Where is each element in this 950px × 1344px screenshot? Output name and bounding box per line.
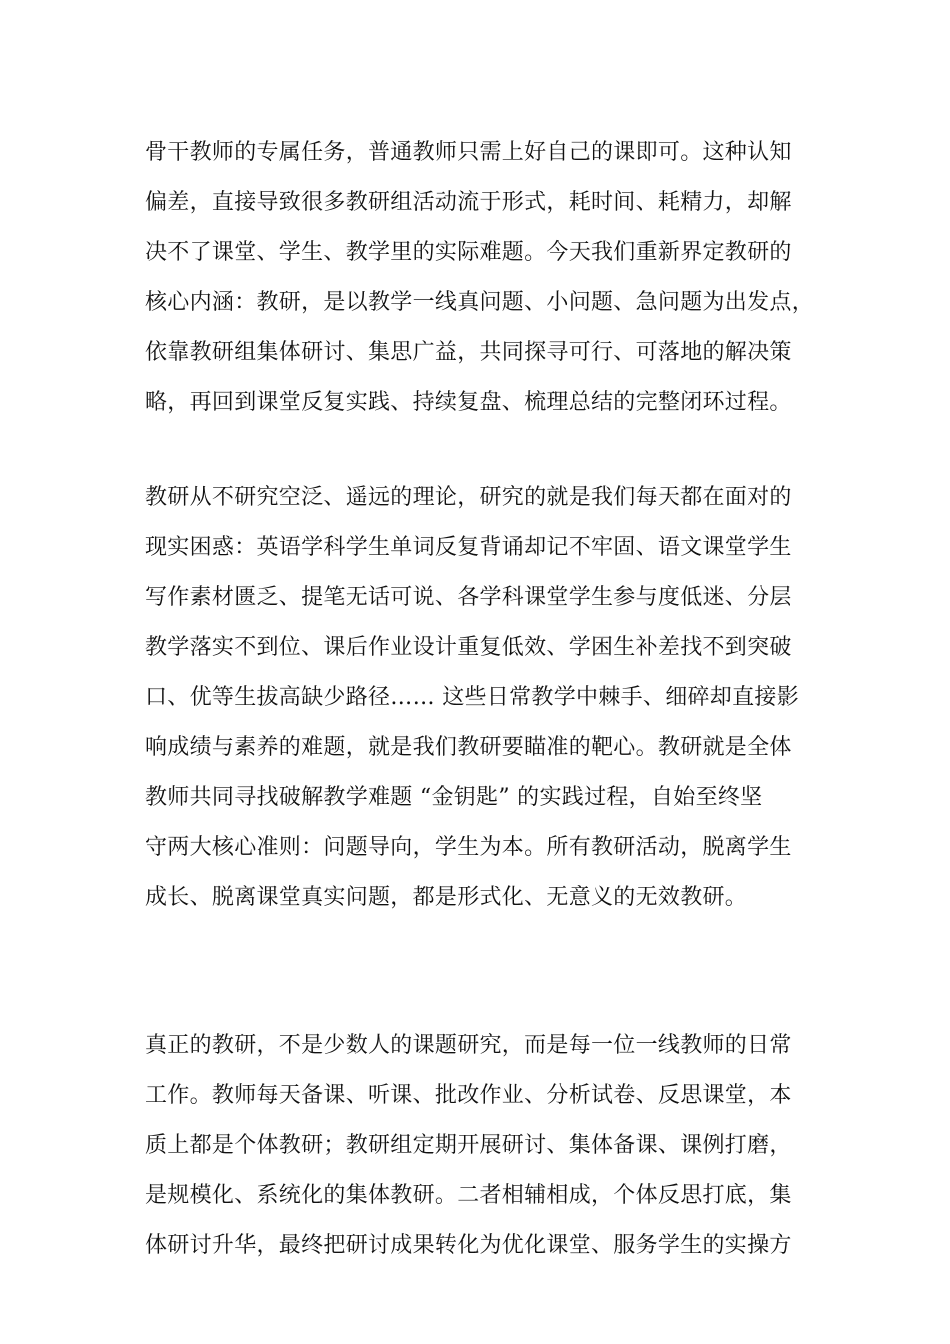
text-line: 写作素材匮乏、提笔无话可说、各学科课堂学生参与度低迷、分层 bbox=[145, 585, 792, 610]
text-line: 骨干教师的专属任务，普通教师只需上好自己的课即可。这种认知 bbox=[145, 140, 792, 165]
text-line: 核心内涵：教研，是以教学一线真问题、小问题、急问题为出发点， bbox=[145, 290, 815, 315]
text-line: 响成绩与素养的难题，就是我们教研要瞄准的靶心。教研就是全体 bbox=[145, 735, 792, 760]
text-line: 现实困惑：英语学科学生单词反复背诵却记不牢固、语文课堂学生 bbox=[145, 535, 792, 560]
paragraph-2 bbox=[145, 473, 845, 923]
text-line: 教师共同寻找破解教学难题 “金钥匙” 的实践过程，自始至终坚 bbox=[145, 785, 763, 810]
text-line: 口、优等生拔高缺少路径…… 这些日常教学中棘手、细碎却直接影 bbox=[145, 685, 799, 710]
paragraph-3 bbox=[145, 1021, 845, 1271]
text-line: 依靠教研组集体研讨、集思广益，共同探寻可行、可落地的解决策 bbox=[145, 340, 792, 365]
text-line: 真正的教研，不是少数人的课题研究，而是每一位一线教师的日常 bbox=[145, 1033, 792, 1058]
text-line: 是规模化、系统化的集体教研。二者相辅相成，个体反思打底，集 bbox=[145, 1183, 792, 1208]
text-line: 决不了课堂、学生、教学里的实际难题。今天我们重新界定教研的 bbox=[145, 240, 792, 265]
paragraph-1 bbox=[145, 128, 845, 428]
text-line: 工作。教师每天备课、听课、批改作业、分析试卷、反思课堂，本 bbox=[145, 1083, 792, 1108]
text-line: 教学落实不到位、课后作业设计重复低效、学困生补差找不到突破 bbox=[145, 635, 792, 660]
text-line: 教研从不研究空泛、遥远的理论，研究的就是我们每天都在面对的 bbox=[145, 485, 792, 510]
text-line: 守两大核心准则：问题导向，学生为本。所有教研活动，脱离学生 bbox=[145, 835, 792, 860]
text-line: 体研讨升华，最终把研讨成果转化为优化课堂、服务学生的实操方 bbox=[145, 1233, 792, 1258]
text-line: 质上都是个体教研；教研组定期开展研讨、集体备课、课例打磨， bbox=[145, 1133, 792, 1158]
text-line: 略，再回到课堂反复实践、持续复盘、梳理总结的完整闭环过程。 bbox=[145, 390, 792, 415]
text-line: 成长、脱离课堂真实问题，都是形式化、无意义的无效教研。 bbox=[145, 885, 748, 910]
text-line: 偏差，直接导致很多教研组活动流于形式，耗时间、耗精力，却解 bbox=[145, 190, 792, 215]
